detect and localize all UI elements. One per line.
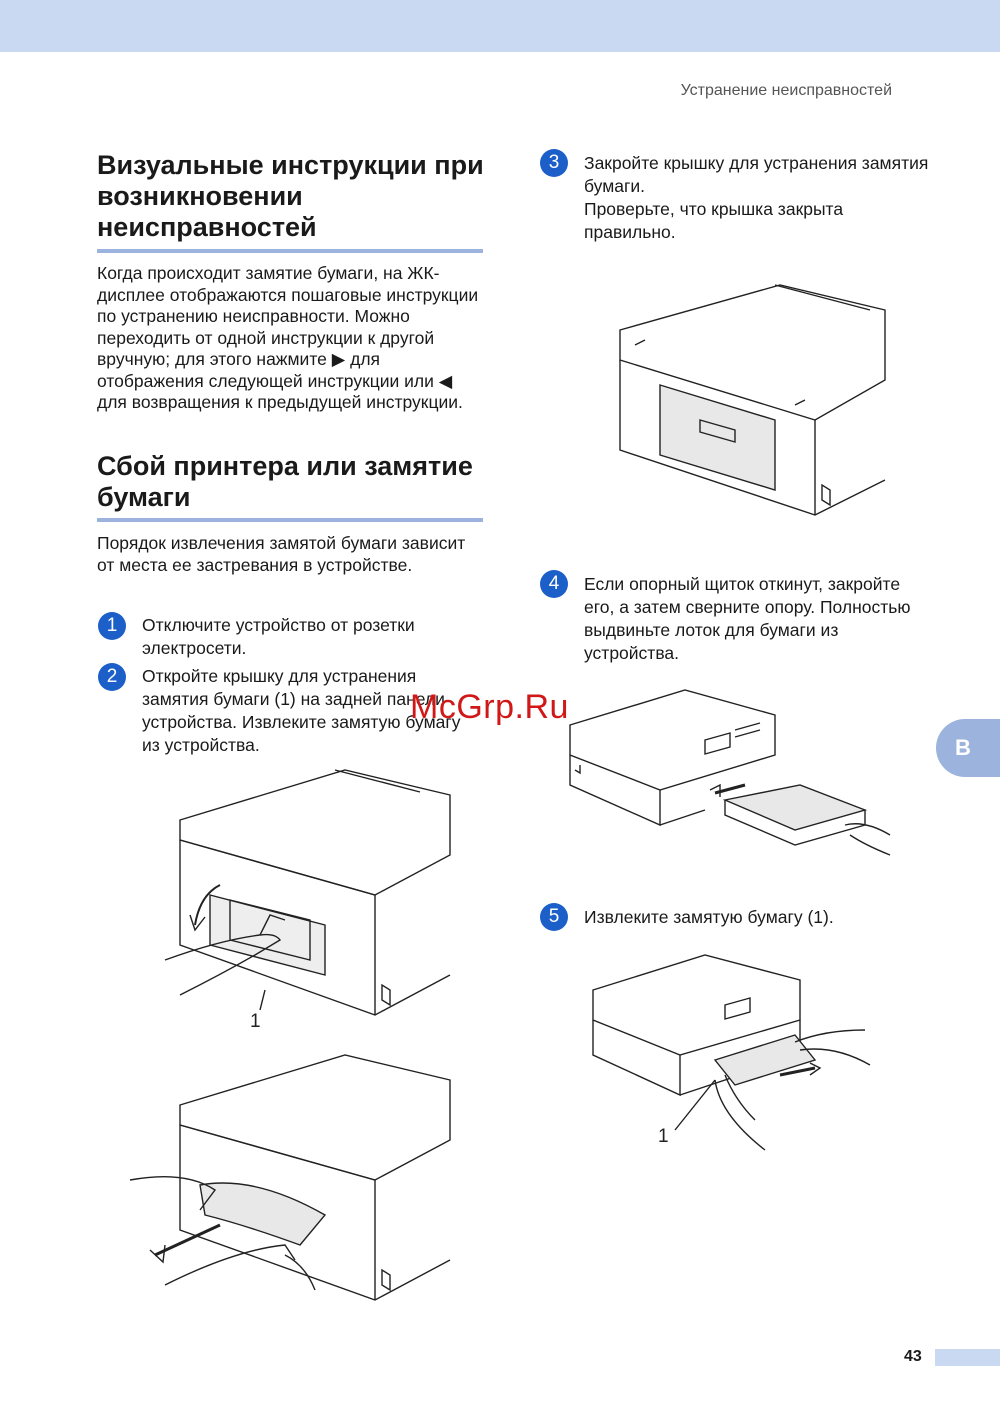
step-number: 4	[540, 570, 568, 598]
step-number: 1	[98, 612, 126, 640]
step-number: 3	[540, 149, 568, 177]
step-text-note: Проверьте, что крышка закрыта правильно.	[584, 199, 844, 242]
body-text-3: для возвращения к предыдущей инструкции.	[97, 392, 463, 412]
callout-label: 1	[250, 1011, 261, 1032]
step-number: 2	[98, 663, 126, 691]
step-text: Если опорный щиток откинут, закройте его, а затем сверните опору. Полностью выдвиньте лоток для бумаги из устройства.	[584, 574, 911, 663]
section-body	[97, 263, 487, 414]
step-1	[98, 612, 478, 660]
step-5	[540, 903, 930, 931]
step-text: Откройте крышку для устранения замятия бумаги (1) на задней панели устройства. Извлеките замятую бумагу из устройства.	[142, 666, 461, 755]
callout-label: 1	[658, 1126, 669, 1147]
title-underline	[97, 249, 483, 253]
step-4	[540, 570, 935, 665]
page-number: 43	[904, 1348, 922, 1365]
section2-intro: Порядок извлечения замятой бумаги зависит от места ее застревания в устройстве.	[97, 533, 466, 575]
step-text: Отключите устройство от розетки электросети.	[142, 615, 415, 658]
running-header: Устранение неисправностей	[680, 82, 892, 99]
step-number: 5	[540, 903, 568, 931]
step-3	[540, 149, 930, 244]
triangle-right-icon: ▶	[331, 349, 346, 369]
step-text: Закройте крышку для устранения замятия бумаги.	[584, 153, 929, 196]
page-number-bar	[935, 1349, 1000, 1366]
top-band	[0, 0, 1000, 52]
triangle-left-icon: ◀	[438, 370, 453, 391]
illustration-cover-closed	[615, 280, 895, 525]
chapter-tab: B	[936, 719, 1000, 777]
section-title-paper-jam: Сбой принтера или замятие бумаги	[97, 451, 473, 512]
illustration-pull-jammed-paper	[125, 1050, 455, 1315]
illustration-pull-out-tray	[565, 685, 895, 865]
section-title-visual-instructions: Визуальные инструкции при возникновении неисправностей	[97, 150, 484, 242]
illustration-open-jam-cover	[160, 765, 460, 1035]
title-underline	[97, 518, 483, 522]
step-text: Извлеките замятую бумагу (1).	[584, 907, 834, 927]
step-text-block	[584, 152, 930, 244]
body-text-1: Когда происходит замятие бумаги, на ЖК-дисплее отображаются пошаговые инструкции по устранению неисправности. Можно переходить от одной инструкции к другой вручную; для этого нажмите	[97, 263, 479, 369]
illustration-remove-jammed-paper	[585, 950, 875, 1160]
body-text-2: для отображения следующей инструкции или	[97, 349, 434, 391]
watermark: McGrp.Ru	[410, 688, 569, 726]
